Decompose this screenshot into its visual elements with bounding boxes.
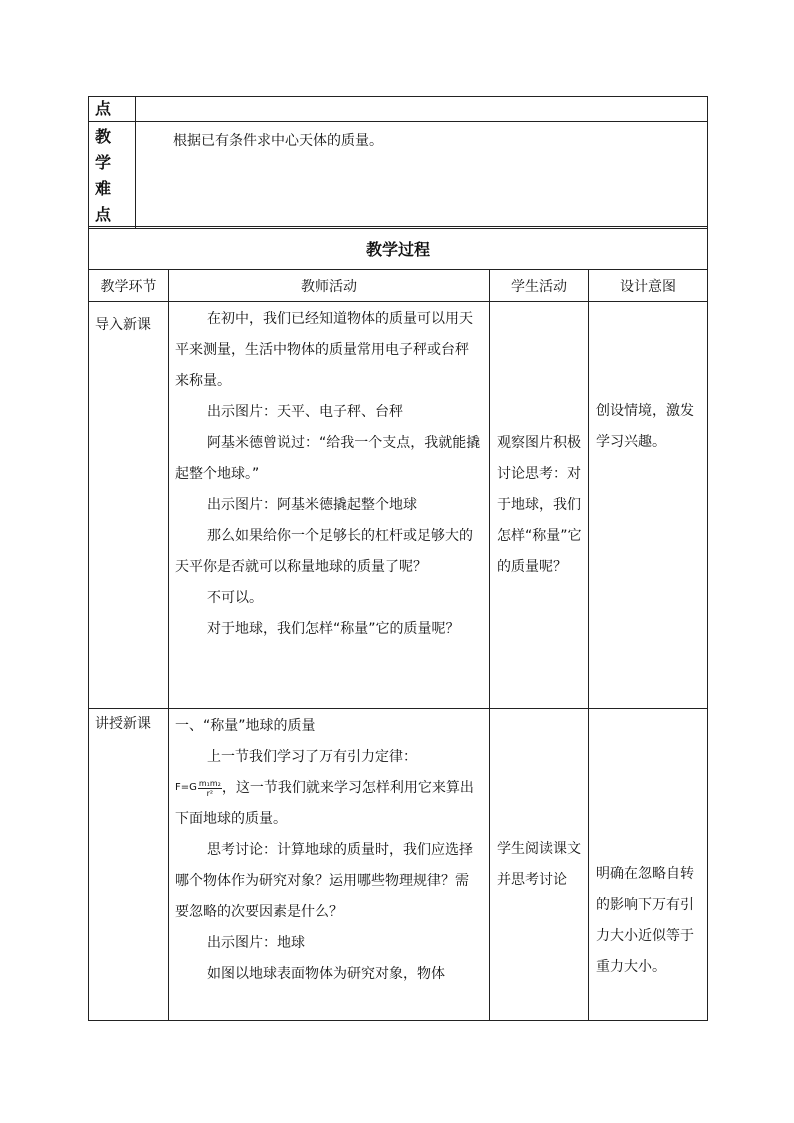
header-stage: 教学环节: [89, 270, 169, 302]
row-label-point: [89, 97, 136, 122]
key-points-table: [88, 96, 708, 229]
difficulty-text: 根据已有条件求中心天体的质量。: [136, 122, 708, 229]
formula-text: ，这一节我们就来学习怎样利用它来算出下面地球的质量。: [175, 780, 474, 827]
paragraph: 那么如果给你一个足够长的杠杆或足够大的天平你是否就可以称量地球的质量了呢？: [175, 528, 473, 575]
student-activity-intro: 观察图片积极讨论思考：对于地球，我们怎样“称量”它的质量呢？: [490, 302, 589, 709]
stage-intro: 导入新课: [89, 302, 169, 709]
label-char: 学: [95, 153, 112, 172]
process-title: 教学过程: [89, 227, 708, 270]
formula-prefix: F=G: [175, 782, 197, 793]
teacher-activity-intro: [169, 302, 490, 709]
formula-denominator: r²: [206, 788, 214, 798]
paragraph: 思考讨论：计算地球的质量时，我们应选择哪个物体作为研究对象？运用哪些物理规律？需要忽略的次要因素是什么？: [175, 842, 473, 920]
paragraph: 阿基米德曾说过：“给我一个支点，我就能撬起整个地球。”: [175, 435, 481, 482]
row-text-empty: [136, 97, 708, 122]
paragraph: 如图以地球表面物体为研究对象，物体: [207, 966, 445, 982]
paragraph: 出示图片：阿基米德撬起整个地球: [207, 497, 417, 513]
teaching-process-table: [88, 226, 708, 1021]
header-intent: 设计意图: [589, 270, 708, 302]
formula-paragraph: [175, 773, 481, 835]
section-heading: 一、“称量”地球的质量: [175, 718, 316, 734]
header-teacher: 教师活动: [169, 270, 490, 302]
stage-lecture: 讲授新课: [89, 709, 169, 1021]
intent-intro: 创设情境，激发学习兴趣。: [589, 302, 708, 709]
paragraph: 出示图片：天平、电子秤、台秤: [207, 404, 403, 420]
row-label-difficulty: [89, 122, 136, 229]
student-activity-lecture: 学生阅读课文并思考讨论: [490, 709, 589, 1021]
paragraph: 出示图片：地球: [207, 935, 305, 951]
paragraph: 不可以。: [207, 590, 263, 606]
gravitation-formula: [175, 779, 222, 798]
label-char: 点: [95, 99, 112, 118]
formula-fraction: [198, 779, 222, 798]
formula-numerator: m₁m₂: [198, 778, 221, 788]
intent-lecture: 明确在忽略自转的影响下万有引力大小近似等于重力大小。: [589, 709, 708, 1021]
paragraph: 对于地球，我们怎样“称量”它的质量呢？: [207, 621, 460, 637]
header-student: 学生活动: [490, 270, 589, 302]
paragraph: 在初中，我们已经知道物体的质量可以用天平来测量，生活中物体的质量常用电子秤或台秤来称量。: [175, 311, 473, 389]
label-char: 教: [95, 127, 112, 146]
label-char: 点: [95, 205, 112, 224]
paragraph: 上一节我们学习了万有引力定律：: [207, 749, 417, 765]
teacher-activity-lecture: [169, 709, 490, 1021]
label-char: 难: [95, 179, 112, 198]
